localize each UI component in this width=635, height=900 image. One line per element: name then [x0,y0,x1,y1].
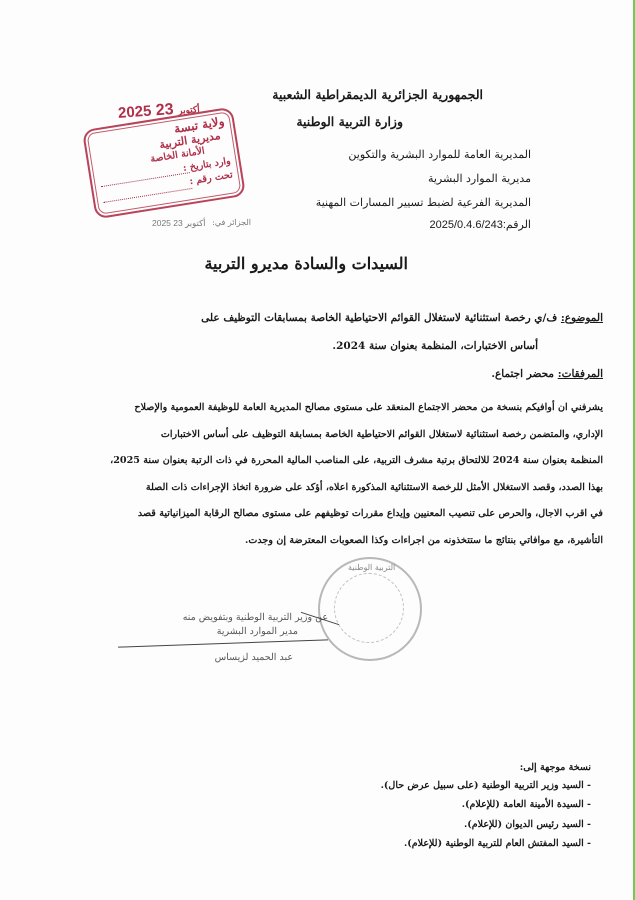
body-line: يشرفني ان أوافيكم بنسخة من محضر الاجتماع المنعقد على مستوى مصالح المديرية العامة للوظيفة العمومية والإصلاح [134,402,603,413]
stamp-line: مديرية التربية [158,128,222,152]
subject-text-1: ف/ي رخصة استثنائية لاستغلال القوائم الاحتياطية الخاصة بمسابقات التوظيف على [201,312,558,324]
body-line: المنظمة بعنوان سنة 2024 للالتحاق برتبة مشرف التربية، على المناصب المالية المحررة في ذات الرتبة بعنوان سنة 2025، [110,455,603,466]
attachments-label: المرفقات: [557,368,603,380]
signature-line-1: عن وزير التربية الوطنية وبتفويض منه [182,612,328,623]
received-stamp [82,107,246,220]
copy-item: - السيدة الأمينة العامة (للإعلام). [461,799,591,810]
reference-label: الرقم: [502,219,531,231]
place-label: الجزائر في: [212,218,251,227]
body-line: في اقرب الاجال، والحرص على تنصيب المعنيين وإيداع مقررات توظيفهم على مستوى مصالح الرقابة الميزانياتية قصد [137,508,603,519]
stamp-line: الأمانة الخاصة [149,145,206,166]
copy-item: - السيد المفتش العام للتربية الوطنية (للإعلام). [403,838,591,849]
reference-value: 2025/0.4.6/243 [429,219,503,231]
signature-stroke [118,639,328,647]
body-line: الإداري، والمتضمن رخصة استثنائية لاستغلال القوائم الاحتياطية الخاصة بمسابقة التوظيف على أساس الاختبارات [160,429,603,440]
body-line: بهذا الصدد، وقصد الاستغلال الأمثل للرخصة الاستثنائية المذكورة اعلاه، أؤكد على ضرورة اتخاذ الإجراءات ذات الصلة [145,482,603,493]
copies-label: نسخة موجهة إلى: [519,762,591,773]
stamp-line: تحت رقم : [188,169,234,188]
stamp-line: ولاية تبسة [173,114,226,136]
place-date: 2025 أكتوبر 23 [152,218,206,228]
sub-directorate: المديرية الفرعية لضبط تسيير المسارات المهنية [315,196,531,209]
body-line: التأشيرة، مع موافاتي بنتائج ما ستتخذونه من اجراءات وكذا الصعوبات المعترضة إن وجدت. [245,535,603,546]
stamp-date-month: أكتوبر [177,104,201,116]
signature-line-2: مدير الموارد البشرية [216,626,298,637]
seal-text: التربية الوطنية [348,563,396,572]
directorate-general: المديرية العامة للموارد البشرية والتكوين [348,148,531,161]
stamp-dotted-line [103,188,192,203]
copy-item: - السيد وزير التربية الوطنية (على سبيل عرض حال). [380,780,591,791]
signature-name: عبد الحميد لزيساس [214,652,293,663]
stamp-date-year: 2025 [117,102,152,122]
stamp-line: وارد بتاريخ : [182,155,232,175]
attachments [491,368,603,380]
subject-label: الموضوع: [560,312,603,324]
directorate: مديرية الموارد البشرية [427,172,531,185]
official-seal [318,557,422,661]
reference-number [429,218,531,231]
attachments-value: محضر اجتماع. [491,368,555,380]
subject-line-2: أساس الاختبارات، المنظمة بعنوان سنة 2024. [332,340,538,352]
stamp-dotted-line [101,172,190,187]
addressee: السيدات والسادة مديرو التربية [204,254,408,273]
copy-item: - السيد رئيس الديوان (للإعلام). [463,819,591,830]
ministry-header: وزارة التربية الوطنية [296,114,403,129]
republic-header: الجمهورية الجزائرية الديمقراطية الشعبية [272,87,483,102]
subject-line-1 [201,312,603,324]
stamp-date-day: 23 [155,100,175,120]
